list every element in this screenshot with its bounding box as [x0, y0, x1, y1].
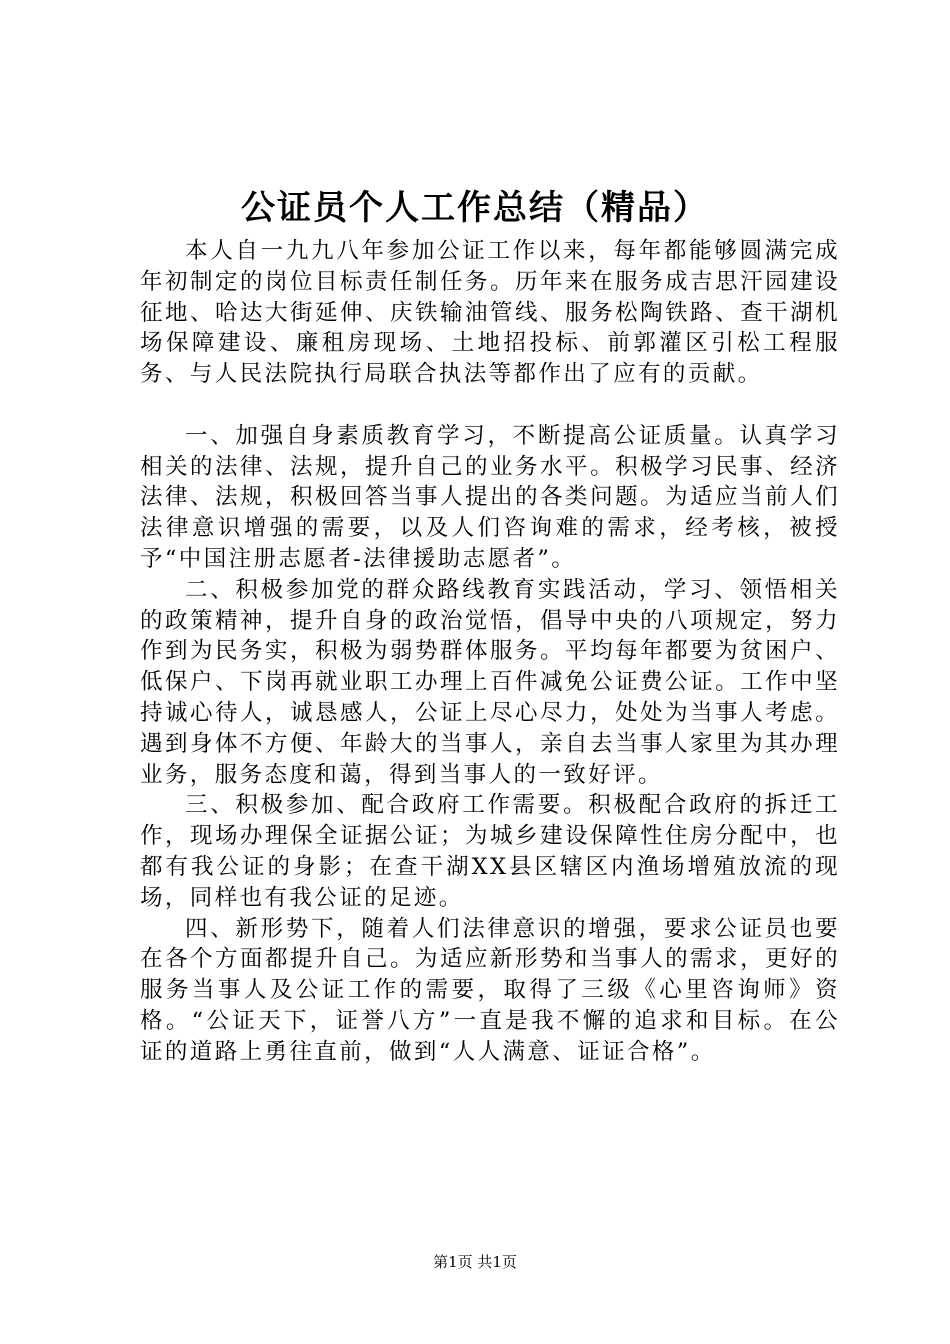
paragraph-intro: 本人自一九九八年参加公证工作以来，每年都能够圆满完成年初制定的岗位目标责任制任务。历年来在服务成吉思汗园建设征地、哈达大街延伸、庆铁输油管线、服务松陶铁路、查干湖机场保障建设、廉租房现场、土地招投标、前郭灌区引松工程服务、与人民法院执行局联合执法等都作出了应有的贡献。 — [140, 238, 840, 388]
paragraph-section-1: 一、加强自身素质教育学习，不断提高公证质量。认真学习相关的法律、法规，提升自己的业务水平。积极学习民事、经济法律、法规，积极回答当事人提出的各类问题。为适应当前人们法律意识增强的需要，以及人们咨询难的需求，经考核，被授予“中国注册志愿者-法律援助志愿者”。 — [140, 422, 840, 572]
page-footer: 第1页 共1页 — [433, 1253, 517, 1271]
paragraph-section-3: 三、积极参加、配合政府工作需要。积极配合政府的拆迁工作，现场办理保全证据公证；为城乡建设保障性住房分配中，也都有我公证的身影；在查干湖XX县区辖区内渔场增殖放流的现场，同样也有我公证的足迹。 — [140, 792, 840, 911]
document-body — [140, 236, 840, 1068]
document-title: 公证员个人工作总结（精品） — [241, 188, 709, 228]
paragraph-section-4: 四、新形势下，随着人们法律意识的增强，要求公证员也要在各个方面都提升自己。为适应新形势和当事人的需求，更好的服务当事人及公证工作的需要，取得了三级《心里咨询师》资格。“公证天下，证誉八方”一直是我不懈的追求和目标。在公证的道路上勇往直前，做到“人人满意、证证合格”。 — [140, 915, 840, 1065]
paragraph-section-2: 二、积极参加党的群众路线教育实践活动，学习、领悟相关的政策精神，提升自身的政治觉悟，倡导中央的八项规定，努力作到为民务实，积极为弱势群体服务。平均每年都要为贫困户、低保户、下岗再就业职工办理上百件减免公证费公证。工作中坚持诚心待人，诚恳感人，公证上尽心尽力，处处为当事人考虑。遇到身体不方便、年龄大的当事人，亲自去当事人家里为其办理业务，服务态度和蔼，得到当事人的一致好评。 — [140, 576, 840, 788]
